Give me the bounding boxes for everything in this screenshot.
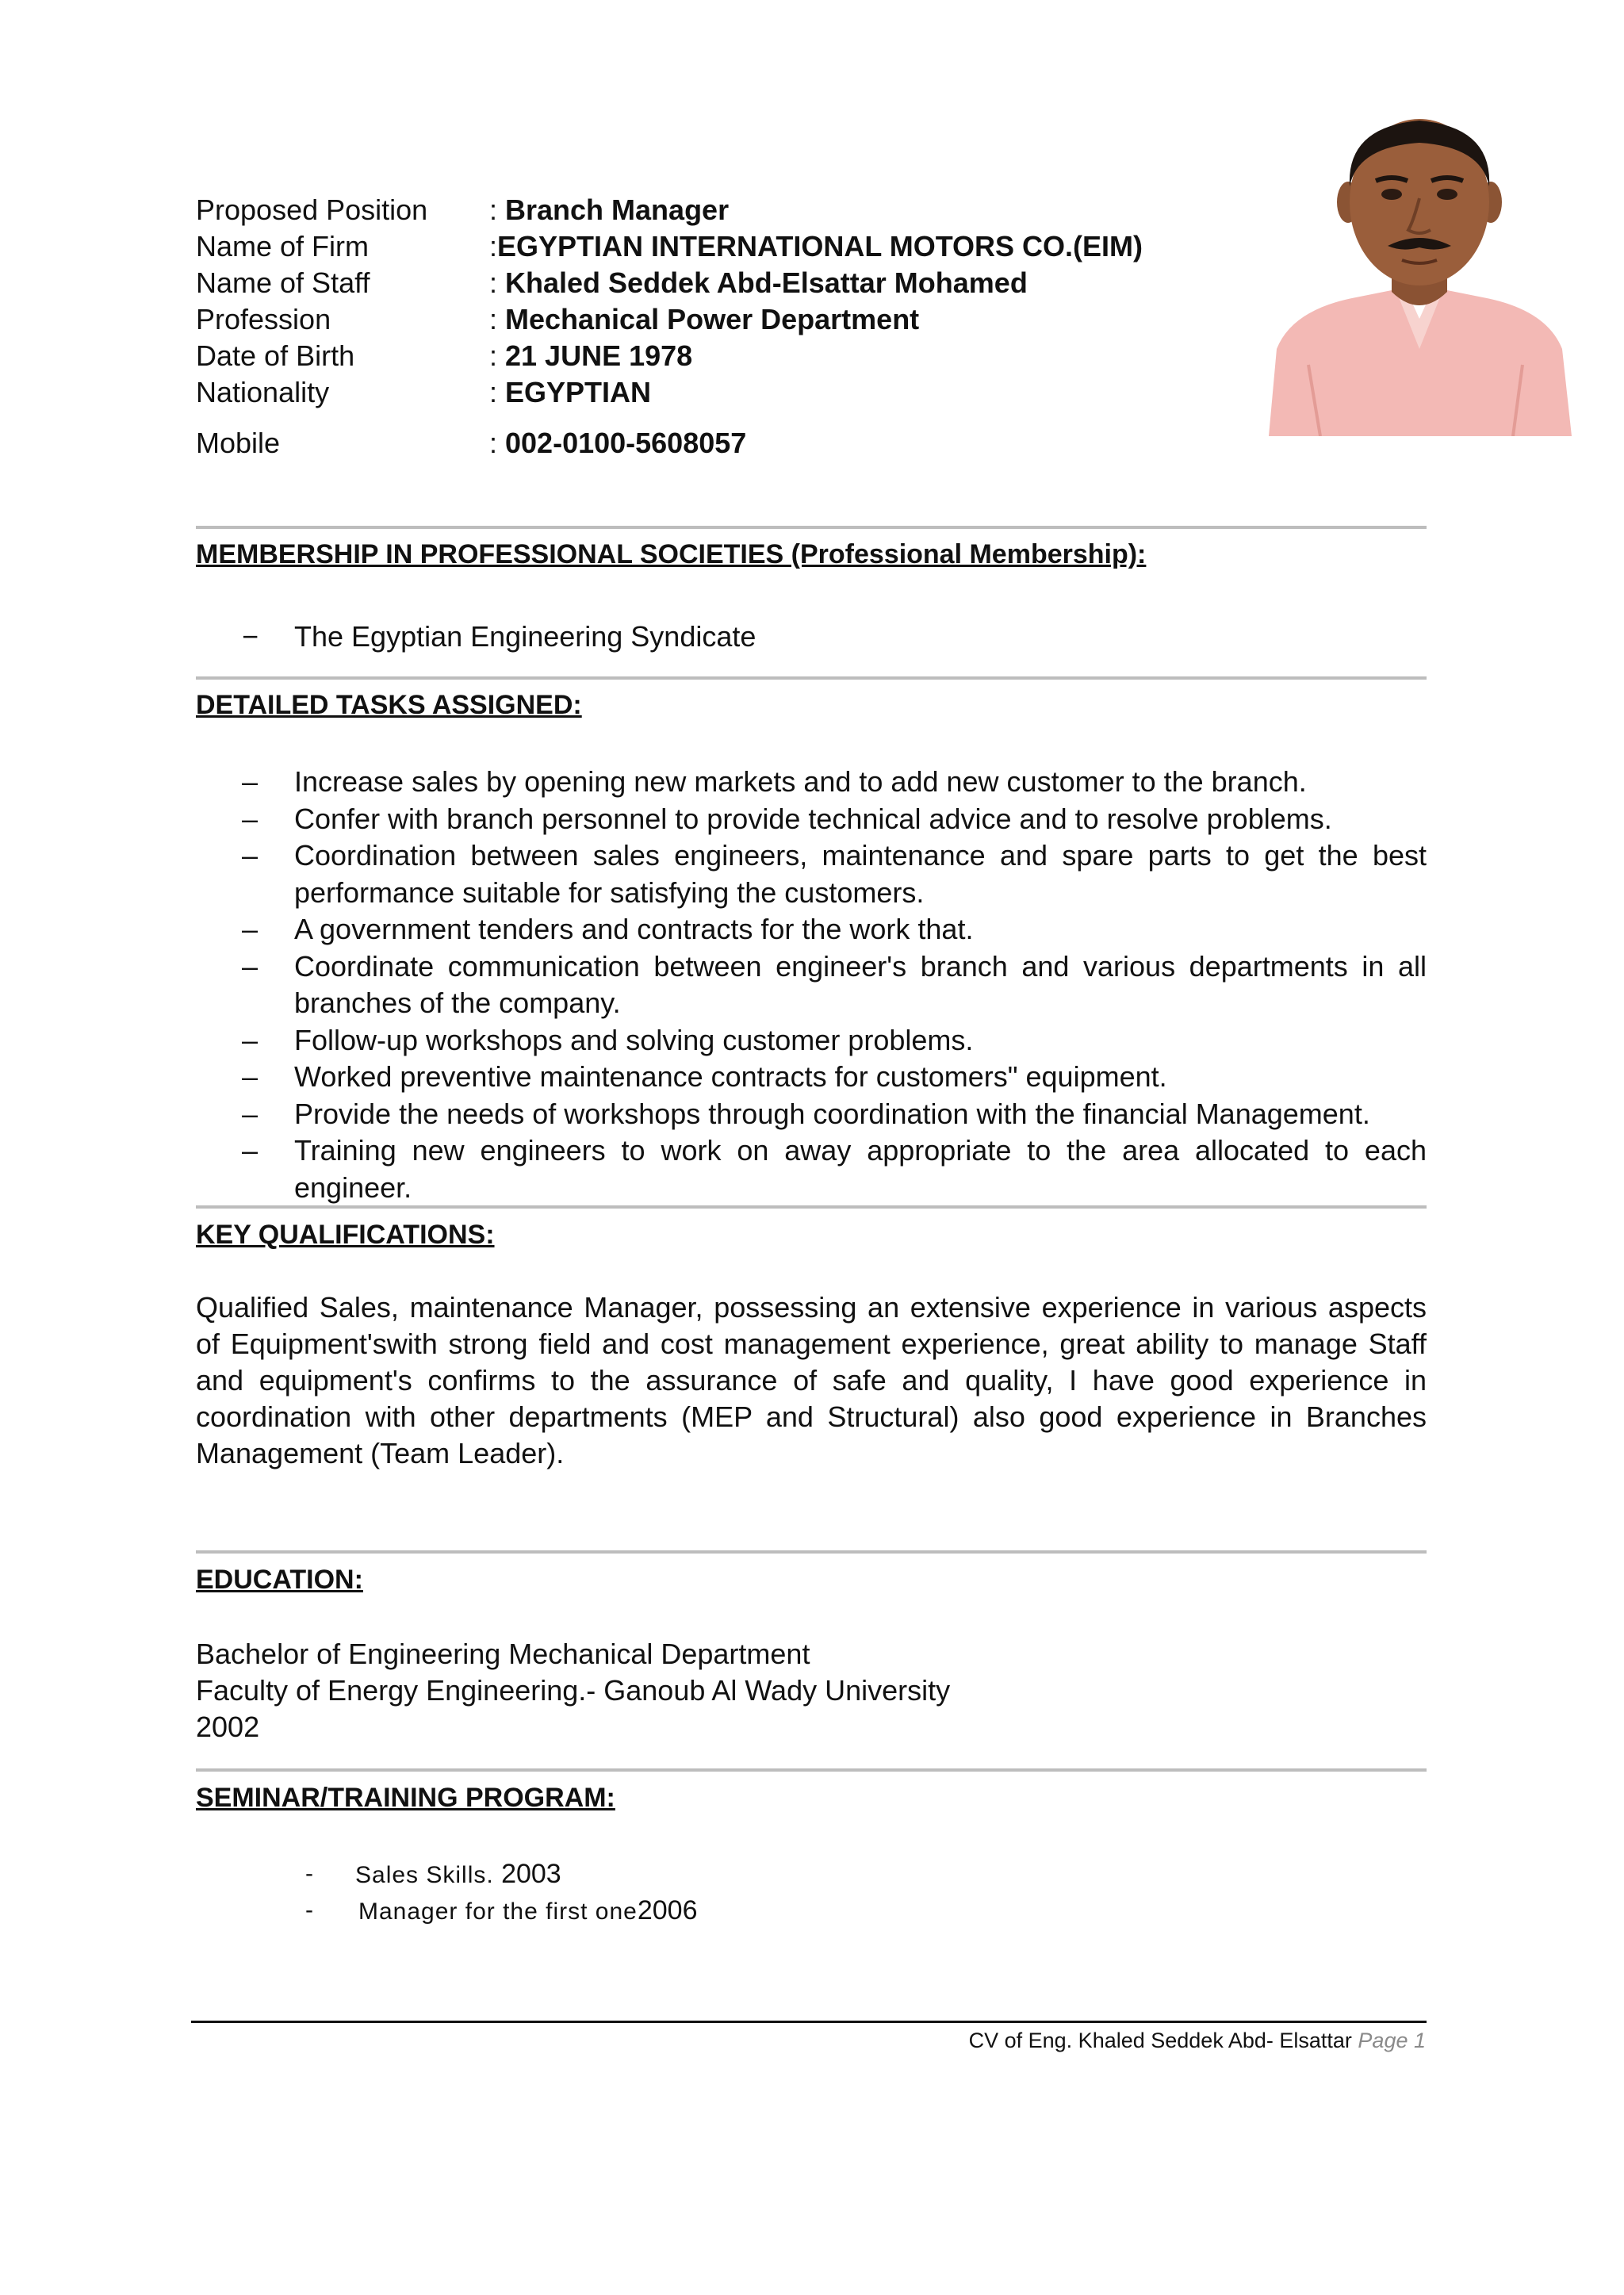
- education-details: [196, 1636, 950, 1745]
- section-heading-qualifications: KEY QUALIFICATIONS:: [196, 1220, 495, 1250]
- section-heading-tasks: DETAILED TASKS ASSIGNED:: [196, 690, 582, 720]
- divider: [196, 1768, 1427, 1772]
- faculty: Faculty of Energy Engineering.- Ganoub Al Wady University: [196, 1674, 951, 1707]
- tasks-list: [196, 764, 1427, 1206]
- section-heading-membership: MEMBERSHIP IN PROFESSIONAL SOCIETIES (Professional Membership):: [196, 539, 1147, 569]
- section-heading-education: EDUCATION:: [196, 1565, 363, 1595]
- membership-list: [196, 619, 1427, 656]
- profile-photo: [1261, 111, 1578, 436]
- graduation-year: 2002: [196, 1711, 260, 1743]
- list-item: – A government tenders and contracts for the work that.: [242, 913, 974, 945]
- degree: Bachelor of Engineering Mechanical Department: [196, 1638, 810, 1670]
- divider: [196, 1550, 1427, 1554]
- qualifications-text: Qualified Sales, maintenance Manager, possessing an extensive experience in various aspects of Equipment'swith strong field and cost management experience, great ability to manage Staff and equipment's confirms to the assurance of safe and quality, I have good experience in coordination with other departments (MEP and Structural) also good experience in Branches Management (Team Leader).: [196, 1291, 1427, 1469]
- list-item: – Provide the needs of workshops through coordination with the financial Management.: [242, 1097, 1370, 1130]
- list-item: – Worked preventive maintenance contracts for customers" equipment.: [242, 1060, 1167, 1093]
- footer-divider: [191, 2021, 1427, 2023]
- list-item: – Coordination between sales engineers, maintenance and spare parts to get the best performance suitable for satisfying the customers.: [242, 839, 1427, 909]
- page-number: Page 1: [1358, 2029, 1426, 2052]
- list-item: – Training new engineers to work on away appropriate to the area allocated to each engineer.: [242, 1134, 1427, 1204]
- page-footer: [969, 2029, 1426, 2053]
- divider: [196, 1205, 1427, 1209]
- divider: [196, 526, 1427, 529]
- footer-text: CV of Eng. Khaled Seddek Abd- Elsattar: [968, 2029, 1358, 2052]
- list-item: – Confer with branch personnel to provide technical advice and to resolve problems.: [242, 802, 1332, 835]
- section-heading-seminar: SEMINAR/TRAINING PROGRAM:: [196, 1783, 615, 1813]
- list-item: – Increase sales by opening new markets and to add new customer to the branch.: [242, 765, 1307, 798]
- cv-page: Proposed Position : Branch Manager Name of Firm :EGYPTIAN INTERNATIONAL MOTORS CO.(EIM) Name of Staff : Khaled Seddek Abd-Elsattar Mohamed Profession : Mechanical Power Department Date of Birth : 21 JUNE 1978 Nationality : EGYPTIAN Mobile : 002-0100-5608057 MEMBERSHIP IN PROFESSIONAL SOCIETIES (Professional Membership): − The Egyptian Engineering Syndicate DETAILED TASKS ASSIGNED: – Increase sales by opening new markets and to add new customer to the branch. – Confer with branch personnel to provide technical advice and to resolve problems. – Coordination between sales engineers, maintenance and spare parts to get the best performance suitable for satisfying the customers. – A government tenders and contracts for the work that. – Coordinate communication between engineer's branch and various departments in all branches of the company. – Follow-up workshops and solving customer problems. – Worked preventive maintenance contracts for customers" equipment. – Provide the needs of workshops through coordination with the financial Management. – Training new engineers to work on away appropriate to the area allocated to each engineer. KEY QUALIFICATIONS: Qualified Sales, maintenance Manager, possessing an extensive experience in various aspects of Equipment'swith strong field and cost management experience, great ability to manage Staff and equipment's confirms to the assurance of safe and quality, I have good experience in coordination with other departments (MEP and Structural) also good experience in Branches Management (Team Leader). EDUCATION: Bachelor of Engineering Mechanical Department Faculty of Energy Engineering.- Ganoub Al Wady University 2002 SEMINAR/TRAINING PROGRAM: - Sales Skills. 2003 - Manager for the first one2006 CV of Eng. Khaled Seddek Abd- Elsattar Page 1: [0, 0, 1624, 2295]
- list-item: − The Egyptian Engineering Syndicate: [242, 620, 756, 653]
- list-item: – Follow-up workshops and solving customer problems.: [242, 1023, 974, 1056]
- divider: [196, 676, 1427, 680]
- list-item: – Coordinate communication between engineer's branch and various departments in all branches of the company.: [242, 949, 1427, 1019]
